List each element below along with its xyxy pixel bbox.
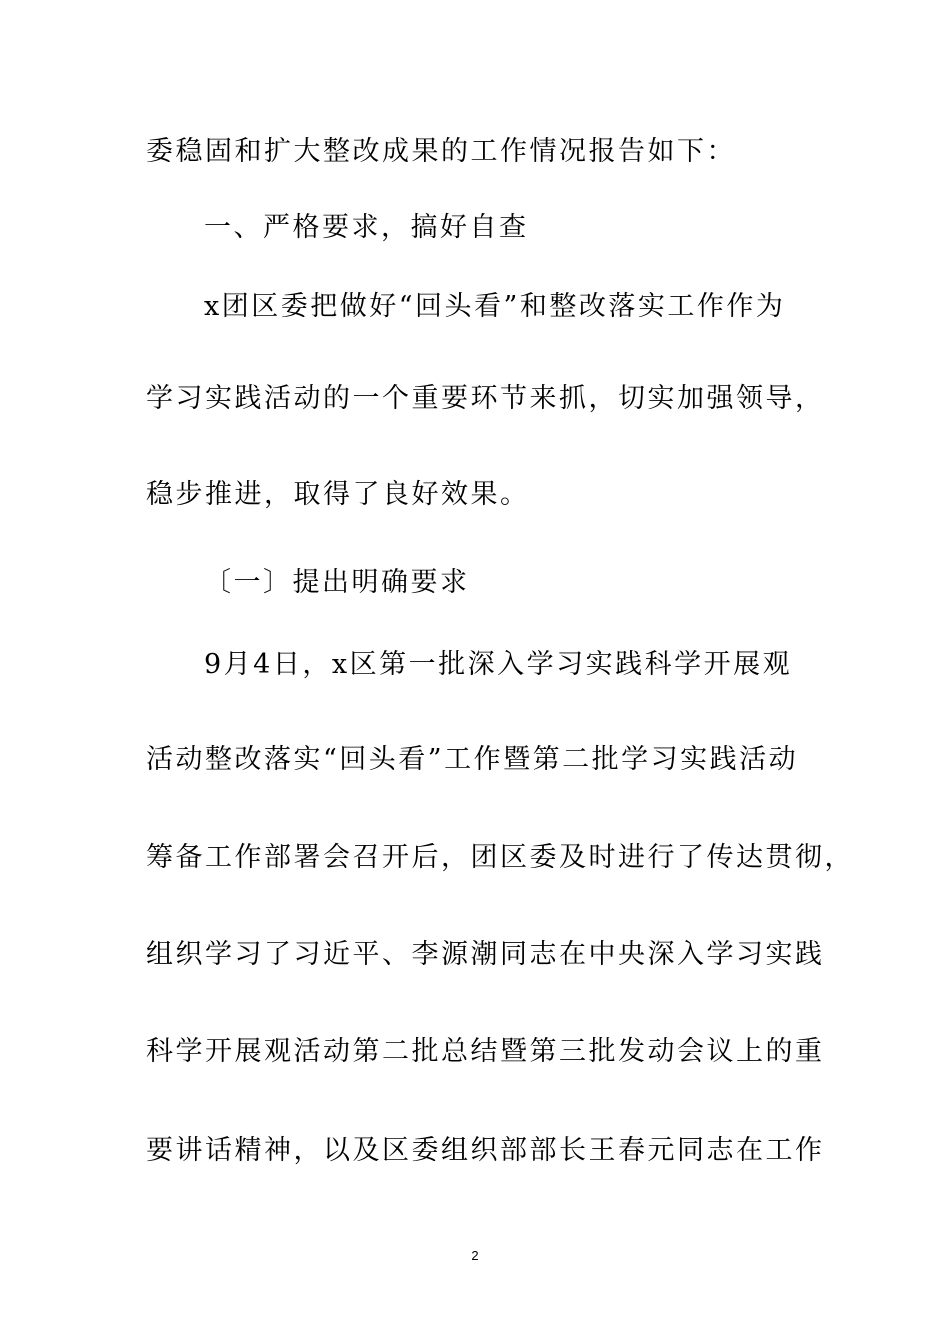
text-line-7: 9月4日，x区第一批深入学习实践科学开展观: [204, 649, 793, 680]
text-line-9: 筹备工作部署会召开后，团区委及时进行了传达贯彻，: [146, 842, 854, 873]
page-number: 2: [471, 1248, 479, 1263]
text-line-11: 科学开展观活动第二批总结暨第三批发动会议上的重: [146, 1036, 825, 1067]
section-heading-1: 一、严格要求，搞好自查: [204, 212, 529, 243]
text-line-4: 学习实践活动的一个重要环节来抓，切实加强领导，: [146, 383, 825, 414]
text-line-12: 要讲话精神，以及区委组织部部长王春元同志在工作: [146, 1135, 825, 1166]
text-line-8: 活动整改落实“回头看”工作暨第二批学习实践活动: [146, 744, 799, 775]
text-line-10: 组织学习了习近平、李源潮同志在中央深入学习实践: [146, 939, 825, 970]
subsection-heading-1: 〔一〕提出明确要求: [204, 567, 470, 598]
text-line-1: 委稳固和扩大整改成果的工作情况报告如下：: [146, 136, 736, 167]
text-line-5: 稳步推进，取得了良好效果。: [146, 479, 530, 510]
text-line-3: x团区委把做好“回头看”和整改落实工作作为: [204, 291, 786, 322]
